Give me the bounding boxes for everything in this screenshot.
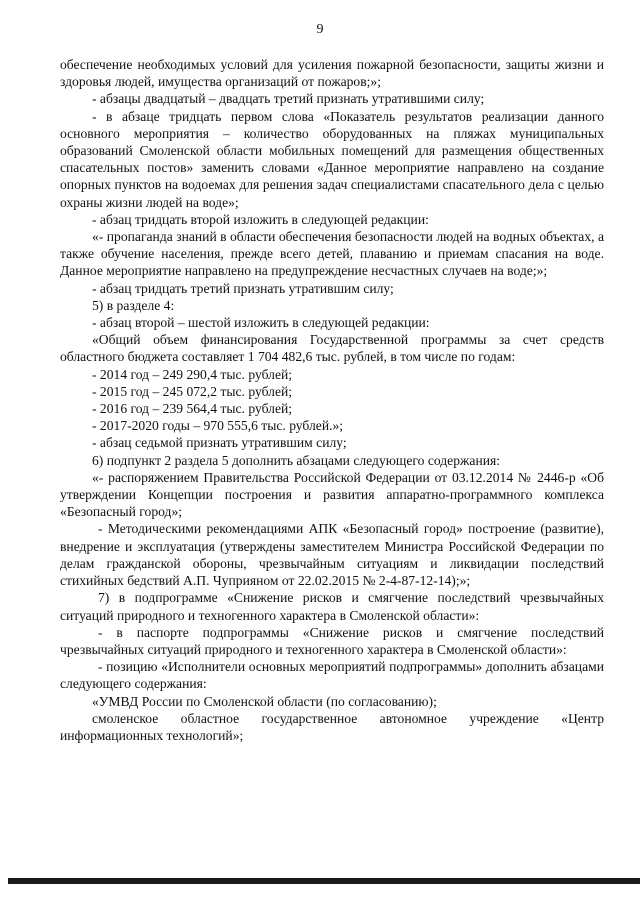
paragraph: 7) в подпрограмме «Снижение рисков и смягчение последствий чрезвычайных ситуаций природного и техногенного характера в Смоленской области»: [60, 590, 604, 623]
paragraph: «- пропаганда знаний в области обеспечения безопасности людей на водных объектах, а также обучение населения, прежде всего детей, плаванию и приемам спасания на воде. Данное мероприятие направлено на предупреждение несчастных случаев на воде;»; [60, 229, 604, 279]
paragraph: - 2015 год – 245 072,2 тыс. рублей; [92, 383, 293, 399]
paragraph: - в паспорте подпрограммы «Снижение рисков и смягчение последствий чрезвычайных ситуаций природного и техногенного характера в Смоленской области»: [60, 624, 604, 657]
paragraph: - абзац тридцать третий признать утратившим силу; [92, 280, 394, 296]
paragraph: 6) подпункт 2 раздела 5 дополнить абзацами следующего содержания: [92, 452, 501, 468]
paragraph: - позицию «Исполнители основных мероприятий подпрограммы» дополнить абзацами следующего содержания: [60, 659, 604, 692]
paragraph: обеспечение необходимых условий для усиления пожарной безопасности, защиты жизни и здоровья людей, имущества организаций от пожаров;»; [60, 57, 604, 90]
paragraph: - абзац тридцать второй изложить в следующей редакции: [92, 211, 429, 227]
paragraph: - Методическими рекомендациями АПК «Безопасный город» построение (развитие), внедрение и эксплуатация (утверждены заместителем Министра Российской Федерации по делам гражданской обороны, чрезвычайным ситуациям и ликвидации последствий стихийных бедствий А.П. Чуприяном от 22.02.2015 № 2-4-87-12-14);»; [60, 521, 604, 589]
paragraph: «Общий объем финансирования Государственной программы за счет средств областного бюджета составляет 1 704 482,6 тыс. рублей, в том числе по годам: [60, 332, 604, 365]
paragraph: - 2014 год – 249 290,4 тыс. рублей; [92, 366, 293, 382]
paragraph: - абзац седьмой признать утратившим силу; [92, 435, 347, 451]
scan-edge-bar [8, 878, 640, 884]
document-body [60, 56, 604, 744]
page-number: 9 [316, 22, 324, 37]
paragraph: «- распоряжением Правительства Российской Федерации от 03.12.2014 № 2446-р «Об утверждении Концепции построения и развития аппаратно-программного комплекса «Безопасный город»; [60, 469, 604, 520]
paragraph: - 2017-2020 годы – 970 555,6 тыс. рублей.»; [92, 418, 344, 434]
paragraph: - абзацы двадцатый – двадцать третий признать утратившими силу; [92, 91, 485, 107]
paragraph: - абзац второй – шестой изложить в следующей редакции: [92, 315, 430, 331]
paragraph: смоленское областное государственное автономное учреждение «Центр информационных технологий»; [60, 710, 604, 743]
paragraph: - 2016 год – 239 564,4 тыс. рублей; [92, 401, 293, 417]
paragraph: «УМВД России по Смоленской области (по согласованию); [92, 693, 437, 709]
paragraph: - в абзаце тридцать первом слова «Показатель результатов реализации данного основного мероприятия – количество оборудованных на пляжах муниципальных образований Смоленской области мобильных помещений для размещения общественных спасательных постов» заменить словами «Данное мероприятие направлено на создание опорных пунктов на водоемах для решения задач специалистами спасательного дела с целью охраны жизни людей на воде»; [60, 108, 604, 210]
paragraph: 5) в разделе 4: [92, 297, 175, 313]
